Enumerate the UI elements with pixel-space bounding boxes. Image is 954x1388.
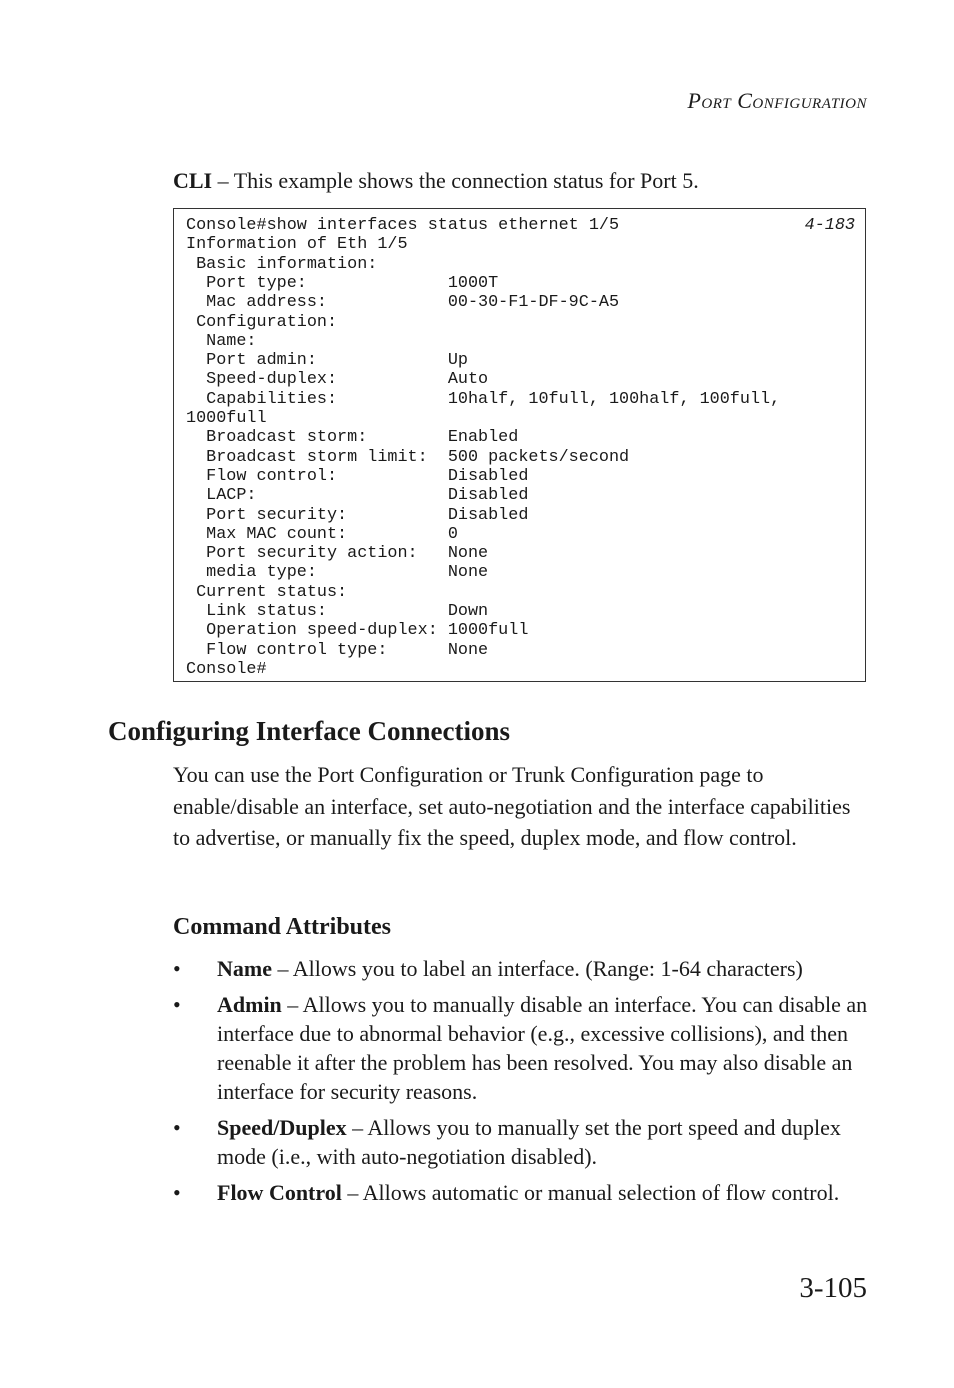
bullet-item-name <box>173 954 873 983</box>
bullet-marker: • <box>173 1180 181 1205</box>
command-attributes-heading: Command Attributes <box>173 914 392 940</box>
bullet-item-flow-control <box>173 1178 873 1207</box>
bullet-item-admin <box>173 990 873 1106</box>
cli-code-box <box>173 208 866 682</box>
code-line: Configuration: <box>186 312 338 332</box>
bullet-marker: • <box>173 956 181 981</box>
code-line: media type: None <box>186 563 489 583</box>
code-line: Information of Eth 1/5 <box>186 235 408 255</box>
code-line: 1000full <box>186 409 267 428</box>
code-line: Basic information: <box>186 254 378 274</box>
running-header: Port Configuration <box>687 88 867 113</box>
code-line: Port security: Disabled <box>186 505 529 525</box>
bullet-term: Name <box>217 956 272 981</box>
code-line: Broadcast storm limit: 500 packets/second <box>186 447 630 467</box>
code-line: Port security action: None <box>186 544 489 564</box>
code-line: Max MAC count: 0 <box>186 524 458 544</box>
bullet-term: Speed/Duplex <box>217 1115 347 1140</box>
section-heading: Configuring Interface Connections <box>108 716 510 746</box>
cli-caption-label: CLI <box>173 168 213 193</box>
code-line: Port admin: Up <box>186 351 468 371</box>
bullet-text: – Allows you to manually disable an interface. You can disable an interface due to abnormal behavior (e.g., excessive collisions), and then reenable it after the problem has been resolved. You may also disable an interface for security reasons. <box>217 992 868 1104</box>
code-line: Current status: <box>186 582 348 602</box>
code-line: Flow control type: None <box>186 640 489 660</box>
page-number: 3-105 <box>799 1272 867 1304</box>
code-line: Broadcast storm: Enabled <box>186 428 519 448</box>
bullet-item-speed-duplex <box>173 1113 873 1171</box>
code-line: Capabilities: 10half, 10full, 100half, 100full, <box>186 389 781 409</box>
bullet-text: – Allows automatic or manual selection of flow control. <box>341 1180 840 1205</box>
cli-caption <box>173 168 699 194</box>
command-reference: 4-183 <box>804 216 855 235</box>
intro-paragraph: You can use the Port Configuration or Trunk Configuration page to enable/disable an interface, set auto-negotiation and the interface capabilities to advertise, or manually fix the speed, duplex mode, and flow control. <box>173 762 851 850</box>
code-line: Link status: Down <box>186 602 489 621</box>
code-line: Mac address: 00-30-F1-DF-9C-A5 <box>186 293 620 313</box>
bullet-text: – Allows you to manually set the port speed and duplex mode (i.e., with auto-negotiation disabled). <box>217 1115 841 1169</box>
code-line: Name: <box>186 331 257 351</box>
bullet-text: – Allows you to label an interface. (Range: 1-64 characters) <box>271 956 803 981</box>
bullet-marker: • <box>173 1115 181 1140</box>
cli-caption-text: – This example shows the connection status for Port 5. <box>212 168 699 193</box>
code-line: Port type: 1000T <box>186 273 499 293</box>
bullet-term: Flow Control <box>217 1180 342 1205</box>
code-line: Console#show interfaces status ethernet 1/5 <box>186 216 620 235</box>
code-line: LACP: Disabled <box>186 486 529 506</box>
code-line: Speed-duplex: Auto <box>186 370 489 390</box>
code-line: Operation speed-duplex: 1000full <box>186 621 529 641</box>
bullet-term: Admin <box>217 992 282 1017</box>
bullet-marker: • <box>173 992 181 1017</box>
code-line: Console# <box>186 659 267 679</box>
code-line: Flow control: Disabled <box>186 466 529 486</box>
